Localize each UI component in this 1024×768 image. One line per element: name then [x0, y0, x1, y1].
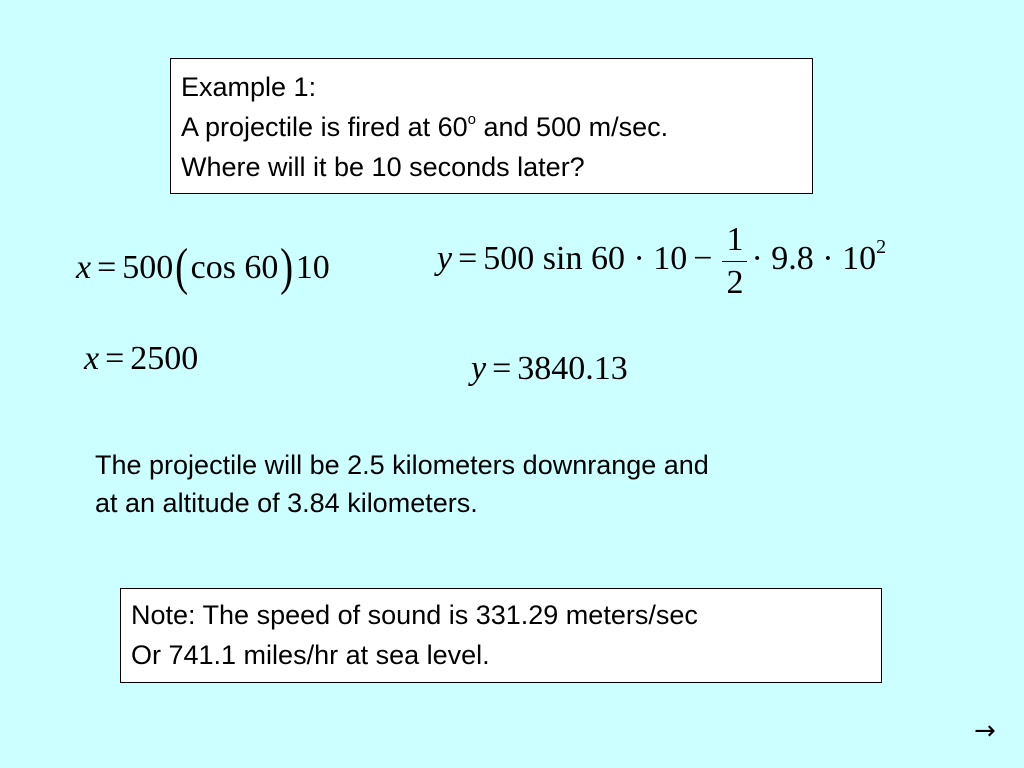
x-time: 10: [295, 249, 330, 286]
x-cosine-term: cos 60: [190, 249, 279, 286]
degree-mark: o: [467, 111, 476, 128]
exponent: 2: [876, 235, 887, 258]
fraction-numerator: 1: [726, 221, 744, 258]
equals-sign: =: [97, 249, 117, 286]
y-formula: [437, 222, 886, 300]
fraction-bar: [722, 261, 747, 262]
right-arrow-icon[interactable]: →: [974, 716, 996, 746]
note-line-1: Note: The speed of sound is 331.29 meters/sec: [131, 600, 698, 630]
x-result: [84, 342, 198, 376]
example-question: Where will it be 10 seconds later?: [181, 152, 585, 182]
note-line-2: Or 741.1 miles/hr at sea level.: [131, 640, 490, 670]
x-formula: [76, 239, 330, 296]
example-box: [170, 58, 813, 194]
x-coefficient: 500: [122, 249, 174, 286]
one-half-fraction: [722, 222, 747, 300]
minus-sign: −: [693, 239, 713, 277]
open-paren: (: [175, 239, 189, 296]
close-paren: ): [280, 239, 294, 296]
y-result: [471, 352, 628, 386]
equals-sign: =: [105, 340, 125, 377]
equals-sign: =: [492, 350, 512, 387]
equals-sign: =: [458, 239, 478, 277]
y-variable: y: [471, 350, 487, 387]
example-problem-text: A projectile is fired at 60: [181, 112, 468, 142]
x-variable: x: [76, 249, 92, 286]
example-title: Example 1:: [181, 72, 317, 102]
y-gravity-term: · 9.8 · 10: [751, 239, 877, 277]
example-problem-line: [181, 107, 812, 147]
x-result-value: 2500: [130, 340, 199, 377]
y-variable: y: [437, 239, 453, 277]
y-sine-term: 500 sin 60 · 10: [483, 239, 688, 277]
summary-line-2: at an altitude of 3.84 kilometers.: [95, 488, 478, 518]
summary-text: [95, 446, 895, 522]
fraction-denominator: 2: [726, 263, 744, 301]
example-problem-speed: and 500 m/sec.: [476, 112, 669, 142]
x-variable: x: [84, 340, 100, 377]
note-box: [120, 588, 882, 683]
summary-line-1: The projectile will be 2.5 kilometers downrange and: [95, 450, 709, 480]
y-result-value: 3840.13: [517, 350, 628, 387]
